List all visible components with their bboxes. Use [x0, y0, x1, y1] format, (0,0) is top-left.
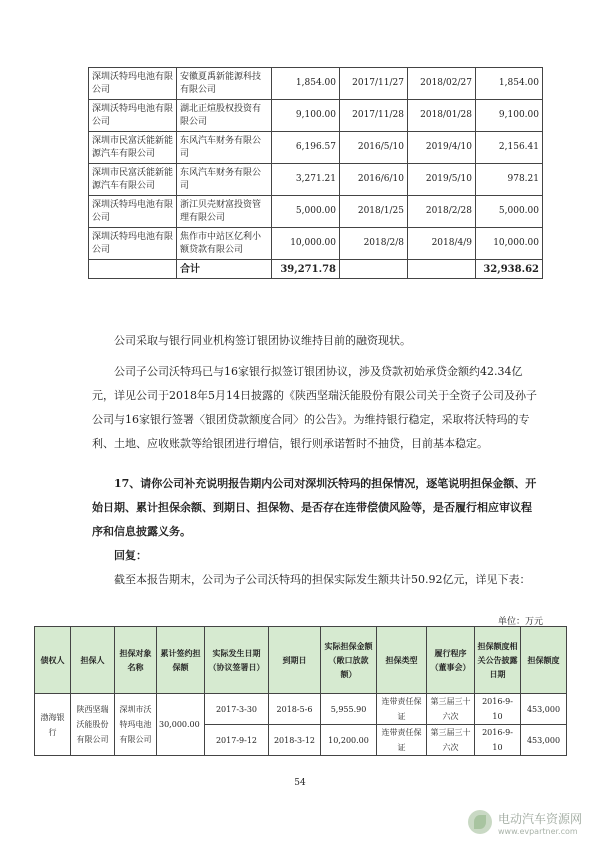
column-header: 实际发生日期（协议签署日）	[205, 627, 269, 694]
quota-cell: 453,000	[521, 725, 567, 756]
end-date-cell: 2018/01/28	[408, 100, 476, 132]
guarantee-type-cell: 连带责任保证	[377, 725, 427, 756]
end-date-cell: 2018/02/27	[408, 68, 476, 100]
table-row	[35, 694, 567, 725]
watermark	[468, 806, 600, 844]
amount-cell: 3,271.21	[272, 164, 340, 196]
balance-cell: 2,156.41	[476, 132, 543, 164]
total-label: 合计	[177, 260, 272, 279]
balance-cell: 10,000.00	[476, 228, 543, 260]
column-header: 到期日	[269, 627, 321, 694]
start-date-cell: 2018/1/25	[340, 196, 408, 228]
balance-cell: 1,854.00	[476, 68, 543, 100]
paragraph-syndicate: 公司子公司沃特玛已与16家银行拟签订银团协议，涉及贷款初始承贷金额约42.34亿元，详见公司于2018年5月14日披露的《陕西坚瑞沃能股份有限公司关于全资子公司及孙子公司与16家银行签署〈银团贷款额度合同〉的公告》。为维持银行稳定，采取将沃特玛的专利、土地、应收账款等给银团进行增信，银行则承诺暂时不抽贷，目前基本稳定。	[92, 365, 537, 450]
target-cell: 深圳市沃特玛电池有限公司	[115, 694, 157, 756]
leaf-logo-icon	[468, 810, 492, 834]
amount-cell: 9,100.00	[272, 100, 340, 132]
empty-cell	[340, 260, 408, 279]
announce-date-cell: 2016-9-10	[475, 725, 521, 756]
start-date-cell: 2017/11/28	[340, 100, 408, 132]
page-number: 54	[294, 778, 306, 788]
amount-cell: 6,196.57	[272, 132, 340, 164]
balance-cell: 978.21	[476, 164, 543, 196]
start-date-cell: 2017/11/27	[340, 68, 408, 100]
column-header: 担保对象名称	[115, 627, 157, 694]
end-date-cell: 2019/5/10	[408, 164, 476, 196]
table-row	[89, 68, 543, 100]
column-header: 担保额度	[521, 627, 567, 694]
paragraph-financing: 公司采取与银行同业机构签订银团协议维持目前的融资现状。	[114, 334, 411, 347]
table-row	[89, 132, 543, 164]
end-date-cell: 2018/4/9	[408, 228, 476, 260]
column-header: 担保人	[71, 627, 115, 694]
lender-cell: 浙江贝壳财富投资管理有限公司	[177, 196, 272, 228]
guarantee-type-cell: 连带责任保证	[377, 694, 427, 725]
lender-cell: 焦作市中站区亿利小额贷款有限公司	[177, 228, 272, 260]
due-date-cell: 2018-5-6	[269, 694, 321, 725]
start-date-cell: 2016/5/10	[340, 132, 408, 164]
column-header: 履行程序（董事会）	[427, 627, 475, 694]
borrower-cell: 深圳沃特玛电池有限公司	[89, 196, 177, 228]
reply-label: 回复：	[114, 549, 147, 562]
end-date-cell: 2018/2/28	[408, 196, 476, 228]
borrower-cell: 深圳沃特玛电池有限公司	[89, 100, 177, 132]
total-row	[89, 260, 543, 279]
borrower-cell: 深圳市民富沃能新能源汽车有限公司	[89, 132, 177, 164]
amount-cell: 1,854.00	[272, 68, 340, 100]
column-header: 担保类型	[377, 627, 427, 694]
unit-label: 单位：万元	[498, 617, 544, 627]
creditor-cell: 渤海银行	[35, 694, 71, 756]
date-cell: 2017-3-30	[205, 694, 269, 725]
total-balance: 32,938.62	[476, 260, 543, 279]
total-amount: 39,271.78	[272, 260, 340, 279]
lender-cell: 东风汽车财务有限公司	[177, 164, 272, 196]
borrower-cell: 深圳沃特玛电池有限公司	[89, 228, 177, 260]
announce-date-cell: 2016-9-10	[475, 694, 521, 725]
due-date-cell: 2018-3-12	[269, 725, 321, 756]
lender-cell: 安徽夏禹新能源科技有限公司	[177, 68, 272, 100]
table-row	[89, 228, 543, 260]
balance-cell: 9,100.00	[476, 100, 543, 132]
balance-cell: 5,000.00	[476, 196, 543, 228]
empty-cell	[89, 260, 177, 279]
procedure-cell: 第三届三十六次	[427, 725, 475, 756]
question-17: 17、请你公司补充说明报告期内公司对深圳沃特玛的担保情况，逐笔说明担保金额、开始日期、累计担保余额、到期日、担保物、是否存在连带偿债风险等，是否履行相应审议程序和信息披露义务。	[92, 477, 537, 538]
actual-amount-cell: 10,200.00	[321, 725, 377, 756]
actual-amount-cell: 5,955.90	[321, 694, 377, 725]
guarantor-cell: 陕西坚瑞沃能股份有限公司	[71, 694, 115, 756]
end-date-cell: 2019/4/10	[408, 132, 476, 164]
date-cell: 2017-9-12	[205, 725, 269, 756]
lender-cell: 湖北正煊股权投资有限公司	[177, 100, 272, 132]
amount-cell: 10,000.00	[272, 228, 340, 260]
table-row	[89, 100, 543, 132]
loan-table	[88, 67, 543, 279]
lender-cell: 东风汽车财务有限公司	[177, 132, 272, 164]
column-header: 担保额度相关公告披露日期	[475, 627, 521, 694]
amount-cell: 5,000.00	[272, 196, 340, 228]
paragraph-guarantee: 截至本报告期末，公司为子公司沃特玛的担保实际发生额共计50.92亿元，详见下表：	[114, 573, 531, 586]
borrower-cell: 深圳沃特玛电池有限公司	[89, 68, 177, 100]
start-date-cell: 2018/2/8	[340, 228, 408, 260]
guarantee-table	[34, 626, 567, 756]
signed-total-cell: 30,000.00	[157, 694, 205, 756]
watermark-name: 电动汽车资源网	[498, 812, 583, 826]
procedure-cell: 第三届三十六次	[427, 694, 475, 725]
empty-cell	[408, 260, 476, 279]
start-date-cell: 2016/6/10	[340, 164, 408, 196]
borrower-cell: 深圳市民富沃能新能源汽车有限公司	[89, 164, 177, 196]
table-row	[89, 196, 543, 228]
quota-cell: 453,000	[521, 694, 567, 725]
table-row	[89, 164, 543, 196]
column-header: 债权人	[35, 627, 71, 694]
watermark-url: www.evpartner.com	[498, 827, 578, 836]
column-header: 实际担保金额（敞口放款额）	[321, 627, 377, 694]
column-header: 累计签约担保额	[157, 627, 205, 694]
